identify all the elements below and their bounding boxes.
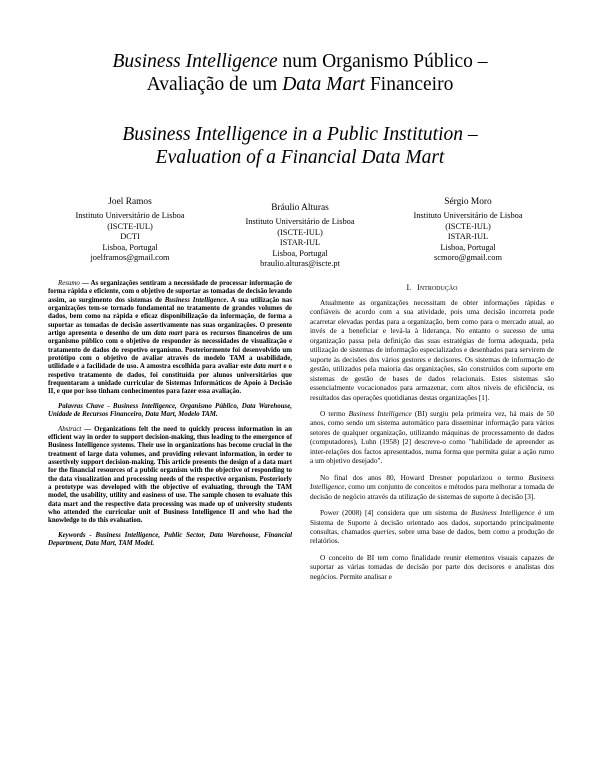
resumo-text-italic: data mart	[153, 330, 183, 338]
title-english	[40, 123, 560, 169]
intro-text: Power (2008) [4] considera que um sistema de	[320, 508, 472, 518]
abstract-dash: —	[81, 425, 95, 433]
title-en-line2: Evaluation of a Financial Data Mart	[155, 147, 445, 168]
intro-text: No final dos anos 80, Howard Dresner popularizou o termo	[320, 472, 529, 482]
abstract-label: Abstract	[58, 425, 82, 433]
author-email: braulio.alturas@iscte.pt	[260, 259, 340, 269]
resumo-dash: —	[79, 280, 91, 287]
right-column	[310, 298, 554, 588]
title-pt-line2	[40, 73, 560, 96]
section-number: I.	[406, 283, 412, 292]
intro-paragraph-3	[310, 473, 554, 501]
author-institution-acronym: (ISCTE-IUL)	[277, 227, 323, 237]
title-en-line1: Business Intelligence in a Public Institution –	[122, 124, 478, 145]
intro-paragraph-1: Atualmente as organizações necessitam de obter informações rápidas e confiáveis de acordo com a sua atividade, pois uma decisão incorreta pode acarretar elevadas perdas para a organização, bem como para o mercado atual, ao invés de a beneficiar e levá-la à liderança. No entanto o sucesso de uma organização passa pela definição das suas estratégias de forma adequada, pela utilização de sistemas de informação especializados e desenhados para servirem de suporte às decisões dos vários gestores e decisores. Os sistemas de informação de gestão, utilizados pela maioria das organizações, são construídos com suporte em sistemas de gestão de bases de dados relacionais. Estes sistemas são essencialmente vocacionados para armazenar, com altos níveis de eficiência, os resultados das operações quotidianas destas organizações [1].	[310, 298, 554, 402]
intro-paragraph-4	[310, 508, 554, 546]
author-name: Sérgio Moro	[444, 197, 492, 207]
resumo-text: para os recursos financeiros de um organismo público com o objetivo de responder às necessidades de visualização e tratamento de dados do respetivo organismo. Posteriormente foi desenvolvido um protótipo com o objetivo de avaliar através do modelo TAM a usabilidade, utilidade e a facilidade de uso. A amostra escolhida para avaliar este	[48, 330, 293, 371]
title-pt-italic: Business Intelligence	[112, 51, 278, 72]
intro-text-italic: Business Intelligence	[310, 472, 554, 492]
intro-text: , como um conjunto de conceitos e métodos para melhorar a tomada de decisão de negócio através da utilização de sistemas de suporte à decisão [3].	[310, 482, 554, 501]
title-pt-rest: num Organismo Público –	[277, 51, 488, 72]
intro-paragraph-5: O conceito de BI tem como finalidade reunir elementos visuais capazes de suportar as várias tomadas de decisão por parte dos decisores e analistas dos negócios. Permite analisar e	[310, 552, 554, 581]
section-title: Introdução	[417, 283, 458, 292]
keywords-paragraph	[48, 532, 292, 549]
palavras-chave-text: - Business Intelligence, Organismo Público, Data Warehouse, Unidade de Recursos Financeiro, Data Mart, Modelo TAM.	[48, 402, 292, 419]
author-block	[378, 197, 558, 263]
author-institution-acronym: (ISCTE-IUL)	[445, 221, 491, 231]
abstract-paragraph	[48, 426, 292, 526]
author-institution: Instituto Universitário de Lisboa	[75, 211, 185, 221]
palavras-chave-label: Palavras Chave	[58, 402, 105, 410]
author-email: scmoro@gmail.com	[434, 253, 502, 263]
resumo-paragraph	[48, 280, 292, 397]
resumo-label: Resumo	[58, 280, 80, 287]
author-block	[210, 203, 390, 269]
intro-text: é um Sistema de Suporte à decisão orientado aos dados, suportando principalmente consultas, chamados	[310, 508, 554, 536]
title-portuguese	[40, 50, 560, 96]
title-pt-line1	[40, 50, 560, 73]
author-block	[40, 197, 220, 263]
intro-paragraph-2	[310, 409, 554, 466]
author-name: Joel Ramos	[108, 197, 152, 207]
resumo-text: e o respetivo tratamento de dados, foi constituída por alunos universitários que frequentaram a unidade curricular de Sistemas Informáticos de Apoio à Decisão II, e que por isso tinham conhecimentos para fazer essa avaliação.	[48, 363, 293, 396]
title-pt-end: Financeiro	[365, 74, 454, 95]
left-column	[48, 280, 292, 553]
resumo-text: . A sua utilização nas organizações tem-se tornado fundamental no tratamento de grandes volumes de dados, bem como na rápida e eficaz disponibilização da informação, de forma a suportar as tomadas de decisão assertivamente nas suas organizações. O presente artigo apresenta o desenho de um	[48, 296, 292, 338]
author-email: joelframos@gmail.com	[90, 253, 170, 263]
resumo-text: As organizações sentiram a necessidade de processar informação de forma rápida e eficiente, com o objetivo de suportar as tomadas de decisão levando assim, ao surgimento dos sistemas de	[48, 280, 292, 304]
author-city: Lisboa, Portugal	[440, 242, 496, 252]
section-heading	[310, 283, 554, 293]
keywords-label: Keywords	[58, 531, 86, 539]
author-name: Bráulio Alturas	[271, 203, 329, 213]
resumo-text-italic: data mart	[253, 363, 282, 371]
intro-text-italic: Business Intelligence	[348, 408, 412, 418]
keywords-text: - Business Intelligence, Public Sector, Data Warehouse, Financial Department, Data Mart, TAM Model.	[48, 531, 292, 547]
title-pt-datamart: Data Mart	[282, 74, 366, 95]
intro-text: , sobre uma base de dados, bem como a produção de relatórios.	[310, 526, 554, 546]
author-institution: Instituto Universitário de Lisboa	[245, 217, 355, 227]
resumo-text-italic: Business Intelligence	[164, 296, 227, 304]
abstract-text: Organizations felt the need to quickly process information in an efficient way in order to support decision-making, thus leading to the emergence of Business Intelligence systems. Their use in organizations has become crucial in the treatment of large data volumes, and providing relevant information, in order to assertively support decision-making. This article presents the design of a data mart for the financial resources of a public organism with the objective of responding to the data visualization and processing needs of the respective organism. Posteriorly a prototype was developed with the objective of evaluating, through the TAM model, the usability, utility and easiness of use. The sample chosen to evaluate this data mart and the respective data processing was made up of university students who attended the curricular unit of Business Intelligence II and who had the knowledge to do this evaluation.	[48, 425, 293, 525]
author-unit: ISTAR-IUL	[447, 232, 489, 242]
intro-text: O termo	[320, 408, 349, 418]
intro-text-italic: queries	[373, 526, 395, 536]
intro-text: (BI) surgiu pela primeira vez, há mais de 50 anos, como sendo um sistema automático para disseminar informação para vários setores de qualquer organização, utilizando máquinas de processamento de dados (computadores), Luhn (1958) [2] descreve-o como "habilidade de apreender as inter-relações dos factos apresentados, numa forma que permita guiar a ação rumo a um objetivo desejado".	[310, 408, 554, 466]
palavras-chave-paragraph	[48, 403, 292, 420]
author-institution-acronym: (ISCTE-IUL)	[107, 221, 153, 231]
title-pt-start: Avaliação de um	[146, 74, 283, 95]
author-unit: ISTAR-IUL	[279, 238, 321, 248]
author-unit: DCTI	[120, 232, 140, 242]
author-city: Lisboa, Portugal	[102, 242, 158, 252]
intro-text-italic: Business Intelligence	[471, 508, 535, 518]
author-institution: Instituto Universitário de Lisboa	[413, 211, 523, 221]
author-city: Lisboa, Portugal	[272, 248, 328, 258]
